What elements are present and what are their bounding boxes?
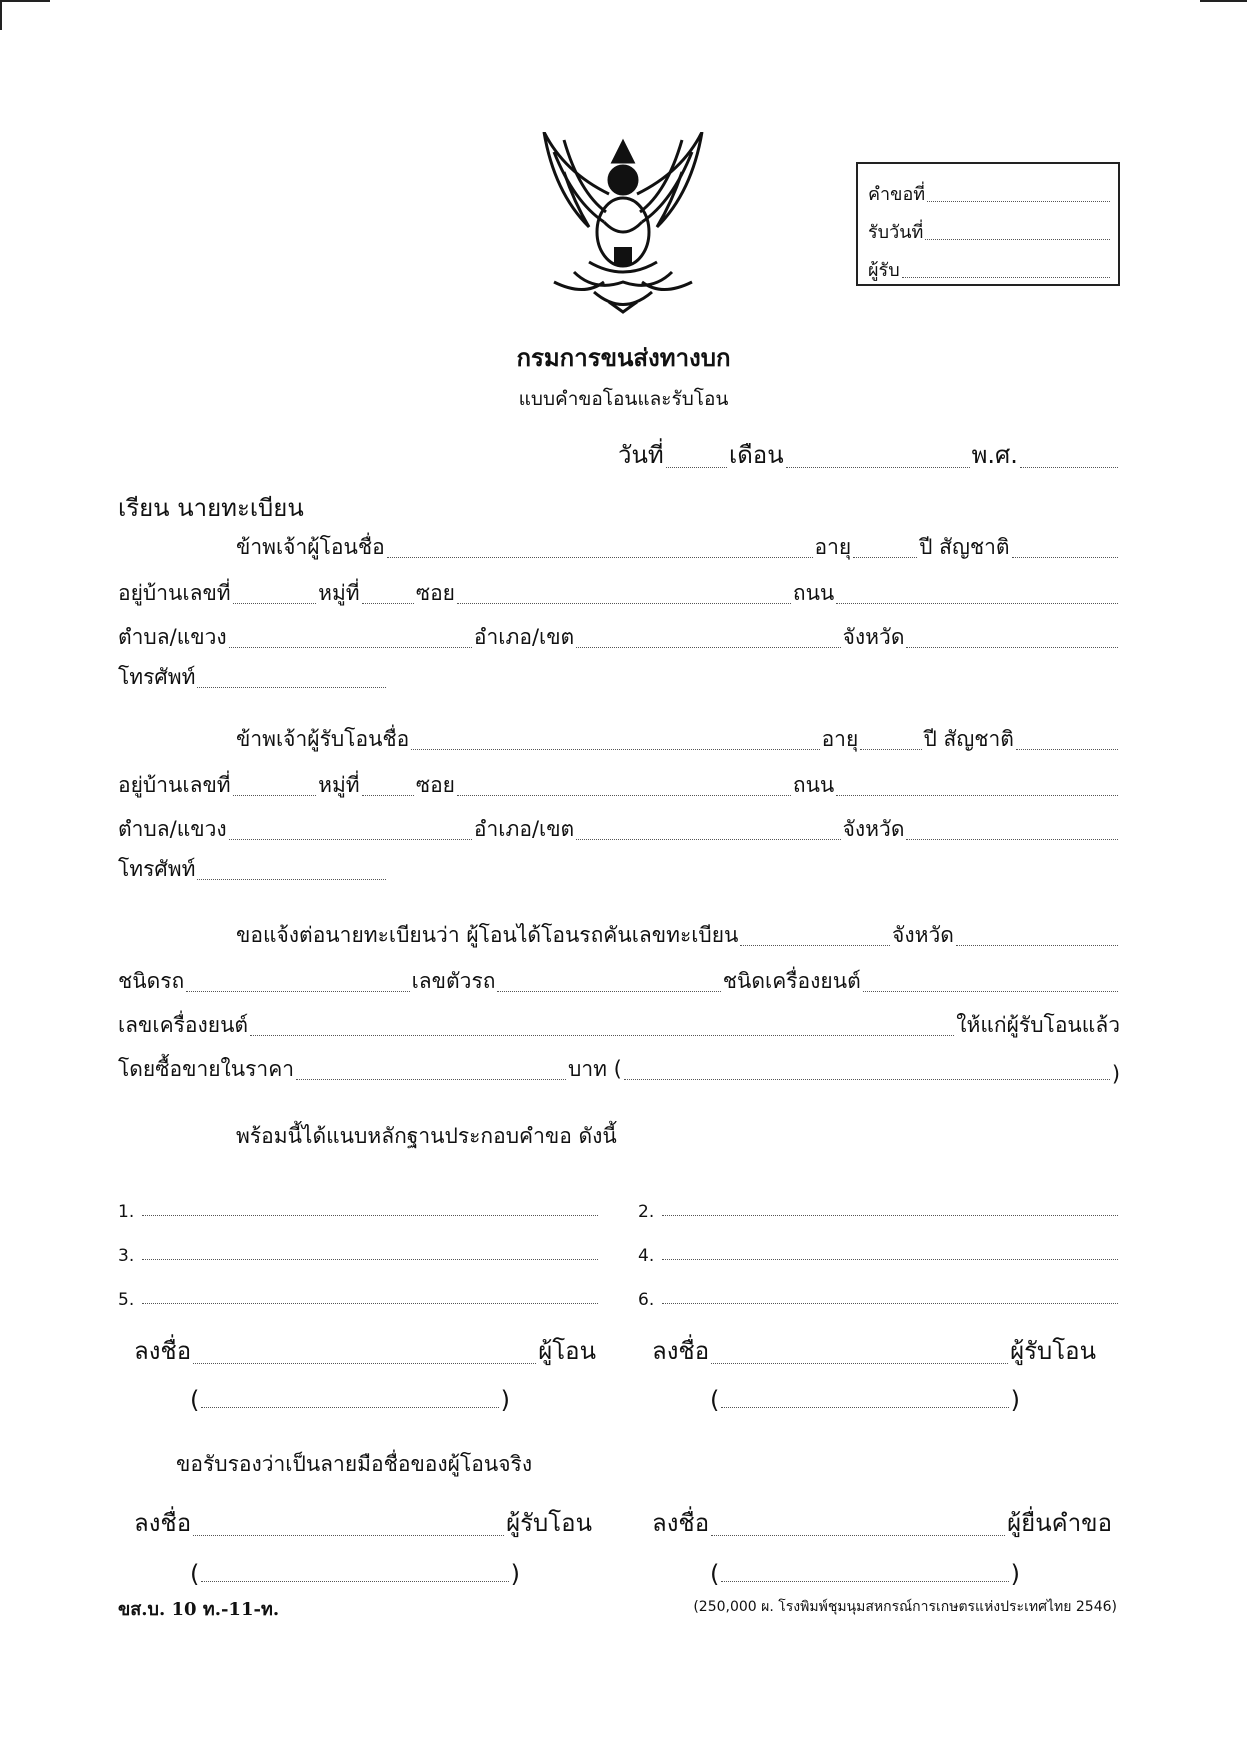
transferor-signature: ลงชื่อ ผู้โอน <box>134 1337 596 1365</box>
transferee-phone-line: โทรศัพท์ <box>118 856 388 886</box>
certify-printed-name-field[interactable] <box>201 1581 508 1582</box>
transferee-certify-signature: ลงชื่อ ผู้รับโอน <box>134 1509 592 1537</box>
transferor-road-field[interactable] <box>836 603 1118 604</box>
transferor-name-paren: ( ) <box>190 1386 510 1414</box>
transferee-province-field[interactable] <box>906 839 1118 840</box>
applicant-signature: ลงชื่อ ผู้ยื่นคำขอ <box>652 1509 1112 1537</box>
transferee-amphoe-field[interactable] <box>576 839 840 840</box>
receiver-field[interactable]: ผู้รับ <box>868 246 1112 284</box>
transferee-name-line: ข้าพเจ้าผู้รับโอนชื่อ อายุ ปี สัญชาติ <box>236 726 1120 756</box>
price-words-field[interactable] <box>624 1079 1110 1080</box>
transferor-amphoe-field[interactable] <box>576 647 840 648</box>
month-label: เดือน <box>729 441 784 469</box>
transferee-name-paren: ( ) <box>710 1386 1020 1414</box>
transferee-nationality-field[interactable] <box>1016 749 1118 750</box>
crop-mark <box>1200 0 1247 2</box>
transferor-age-field[interactable] <box>853 557 917 558</box>
department-title: กรมการขนส่งทางบก <box>516 343 731 372</box>
transferor-phone-field[interactable] <box>197 687 386 688</box>
transferee-district-line: ตำบล/แขวง อำเภอ/เขต จังหวัด <box>118 816 1120 846</box>
transferee-age-field[interactable] <box>860 749 921 750</box>
transferee-printed-name-field[interactable] <box>721 1407 1008 1408</box>
evidence-item-2: 2. <box>638 1192 1120 1222</box>
evidence-item-4: 4. <box>638 1236 1120 1266</box>
transferor-soi-field[interactable] <box>457 603 791 604</box>
transferor-province-field[interactable] <box>906 647 1118 648</box>
day-label: วันที่ <box>618 441 664 469</box>
transferor-address-line: อยู่บ้านเลขที่ หมู่ที่ ซอย ถนน <box>118 580 1120 610</box>
certify-sign-field[interactable] <box>193 1535 504 1536</box>
form-code: ขส.บ. 10 ท.-11-ท. <box>118 1599 280 1620</box>
form-title: แบบคำขอโอนและรับโอน <box>518 388 729 410</box>
certify-text: ขอรับรองว่าเป็นลายมือชื่อของผู้โอนจริง <box>176 1452 533 1476</box>
applicant-printed-name-field[interactable] <box>721 1581 1008 1582</box>
vehicle-type-line: ชนิดรถ เลขตัวรถ ชนิดเครื่องยนต์ <box>118 968 1120 998</box>
transferor-district-line: ตำบล/แขวง อำเภอ/เขต จังหวัด <box>118 624 1120 654</box>
date-line <box>618 441 1120 474</box>
transferor-name-line: ข้าพเจ้าผู้โอนชื่อ อายุ ปี สัญชาติ <box>236 534 1120 564</box>
transferee-sign-field[interactable] <box>711 1363 1008 1364</box>
transferor-tambon-field[interactable] <box>229 647 472 648</box>
engine-type-field[interactable] <box>863 991 1118 992</box>
evidence-item-6: 6. <box>638 1280 1120 1310</box>
transferor-phone-line: โทรศัพท์ <box>118 664 388 694</box>
transferee-tambon-field[interactable] <box>229 839 472 840</box>
price-field[interactable] <box>296 1079 566 1080</box>
received-date-field[interactable]: รับวันที่ <box>868 208 1112 246</box>
transferee-moo-field[interactable] <box>362 795 414 796</box>
transferee-name-field[interactable] <box>411 749 819 750</box>
salutation: เรียน นายทะเบียน <box>118 494 304 522</box>
car-type-field[interactable] <box>186 991 409 992</box>
printer-note: (250,000 ผ. โรงพิมพ์ชุมนุมสหกรณ์การเกษตรแห่งประเทศไทย 2546) <box>693 1599 1117 1615</box>
transferor-nationality-field[interactable] <box>1012 557 1118 558</box>
applicant-paren: ( ) <box>710 1560 1020 1588</box>
transferee-certify-paren: ( ) <box>190 1560 520 1588</box>
transferee-signature: ลงชื่อ ผู้รับโอน <box>652 1337 1096 1365</box>
engine-no-line: เลขเครื่องยนต์ ให้แก่ผู้รับโอนแล้ว <box>118 1013 1120 1037</box>
evidence-item-5: 5. <box>118 1280 600 1310</box>
applicant-sign-field[interactable] <box>711 1535 1005 1536</box>
engine-no-field[interactable] <box>250 1035 954 1036</box>
price-line: โดยซื้อขายในราคา บาท ( ) <box>118 1057 1121 1086</box>
transferee-address-line: อยู่บ้านเลขที่ หมู่ที่ ซอย ถนน <box>118 772 1120 802</box>
month-field[interactable] <box>786 467 970 468</box>
evidence-item-3: 3. <box>118 1236 600 1266</box>
transferee-house-no-field[interactable] <box>233 795 316 796</box>
transferor-house-no-field[interactable] <box>233 603 316 604</box>
evidence-heading: พร้อมนี้ได้แนบหลักฐานประกอบคำขอ ดังนี้ <box>236 1124 617 1148</box>
crop-mark <box>0 0 50 2</box>
garuda-emblem-icon <box>534 132 712 314</box>
evidence-item-1: 1. <box>118 1192 600 1222</box>
transferor-name-field[interactable] <box>387 557 813 558</box>
day-field[interactable] <box>666 467 727 468</box>
chassis-no-field[interactable] <box>497 991 720 992</box>
crop-mark <box>0 0 2 30</box>
transferor-printed-name-field[interactable] <box>201 1407 498 1408</box>
receipt-box <box>856 162 1120 286</box>
transferor-moo-field[interactable] <box>362 603 414 604</box>
transferor-sign-field[interactable] <box>193 1363 536 1364</box>
request-no-field[interactable]: คำขอที่ <box>868 170 1112 208</box>
year-field[interactable] <box>1020 467 1118 468</box>
transferee-phone-field[interactable] <box>197 879 386 880</box>
transferee-road-field[interactable] <box>836 795 1118 796</box>
vehicle-notify-line: ขอแจ้งต่อนายทะเบียนว่า ผู้โอนได้โอนรถคันเลขทะเบียน จังหวัด <box>236 922 1120 952</box>
plate-province-field[interactable] <box>956 945 1118 946</box>
plate-no-field[interactable] <box>740 945 890 946</box>
transferee-soi-field[interactable] <box>457 795 791 796</box>
year-label: พ.ศ. <box>971 441 1018 469</box>
